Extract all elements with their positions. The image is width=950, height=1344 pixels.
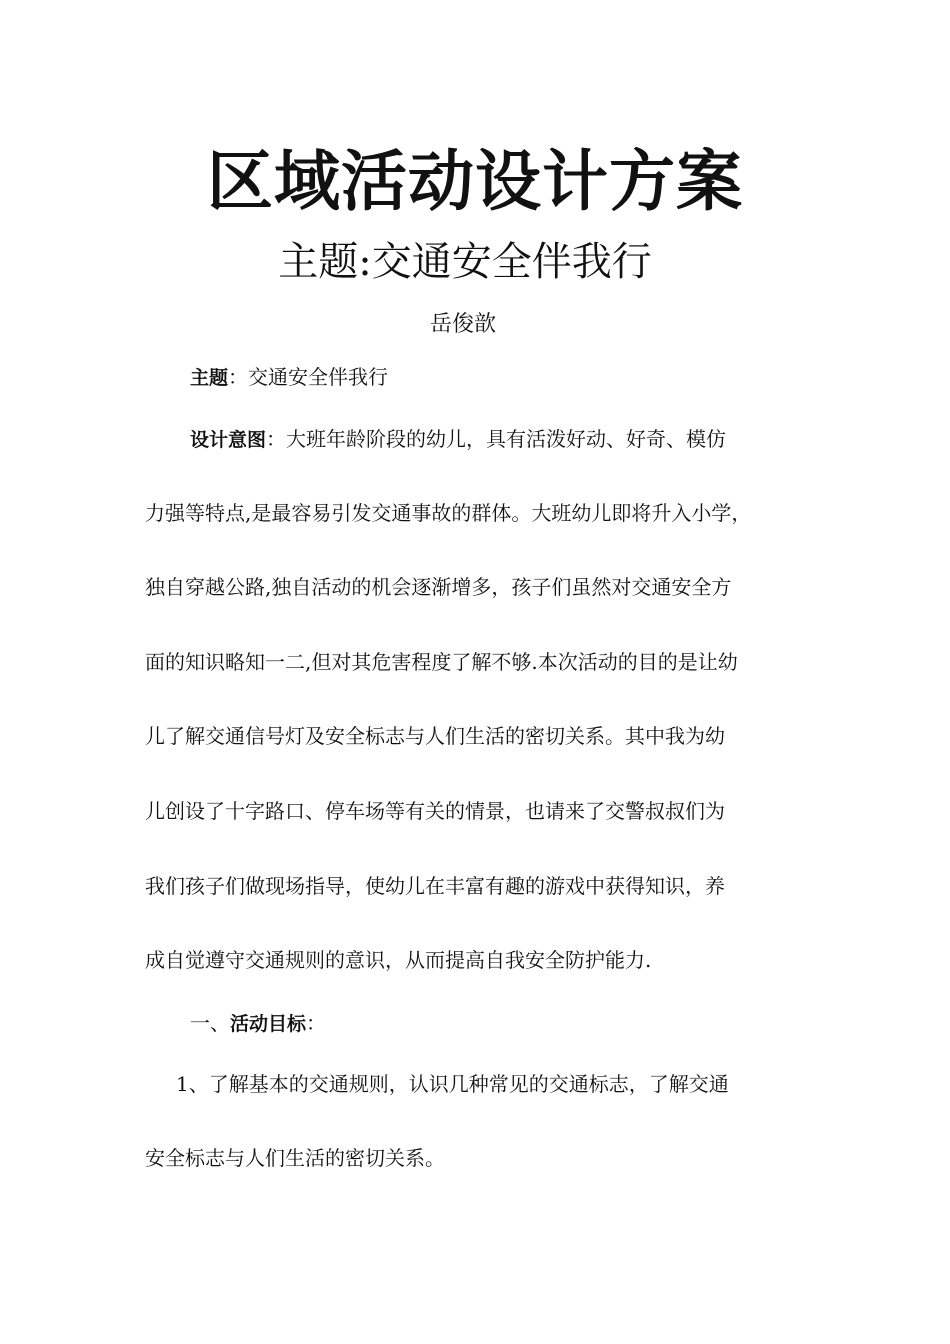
theme-colon: ： <box>228 365 249 389</box>
paragraph-line: 儿了解交通信号灯及安全标志与人们生活的密切关系。其中我为幼 <box>145 724 725 748</box>
theme-label: 主题 <box>190 367 229 389</box>
section-heading-goals <box>190 1006 860 1041</box>
paragraph-line: 面的知识略知一二,但对其危害程度了解不够.本次活动的目的是让幼 <box>145 650 738 674</box>
design-intent-line <box>190 422 860 457</box>
document-subtitle: 主题:交通安全伴我行 <box>278 239 652 285</box>
paragraph-line: 成自觉遵守交通规则的意识，从而提高自我安全防护能力. <box>145 948 652 972</box>
section-number: 一、 <box>190 1011 230 1035</box>
paragraph-line: 儿创设了十字路口、停车场等有关的情景，也请来了交警叔叔们为 <box>145 799 725 823</box>
design-intent-label: 设计意图 <box>190 429 267 451</box>
theme-line <box>190 360 860 395</box>
goal-item-1-continued: 安全标志与人们生活的密切关系。 <box>145 1146 445 1170</box>
section-title: 活动目标 <box>230 1013 307 1035</box>
document-title: 区域活动设计方案 <box>207 143 743 220</box>
paragraph-line: 我们孩子们做现场指导，使幼儿在丰富有趣的游戏中获得知识，养 <box>145 874 725 898</box>
theme-value: 交通安全伴我行 <box>248 365 389 389</box>
goal-item-1: 1、了解基本的交通规则，认识几种常见的交通标志，了解交通 <box>176 1072 729 1096</box>
design-intent-colon: ： <box>266 427 287 451</box>
paragraph-line: 大班年龄阶段的幼儿，具有活泼好动、好奇、模仿 <box>286 427 727 451</box>
author-name: 岳俊歆 <box>429 312 496 337</box>
section-colon: ： <box>306 1011 327 1035</box>
paragraph-line: 独自穿越公路,独自活动的机会逐渐增多，孩子们虽然对交通安全方 <box>145 575 732 599</box>
paragraph-line: 力强等特点,是最容易引发交通事故的群体。大班幼儿即将升入小学， <box>145 501 752 525</box>
